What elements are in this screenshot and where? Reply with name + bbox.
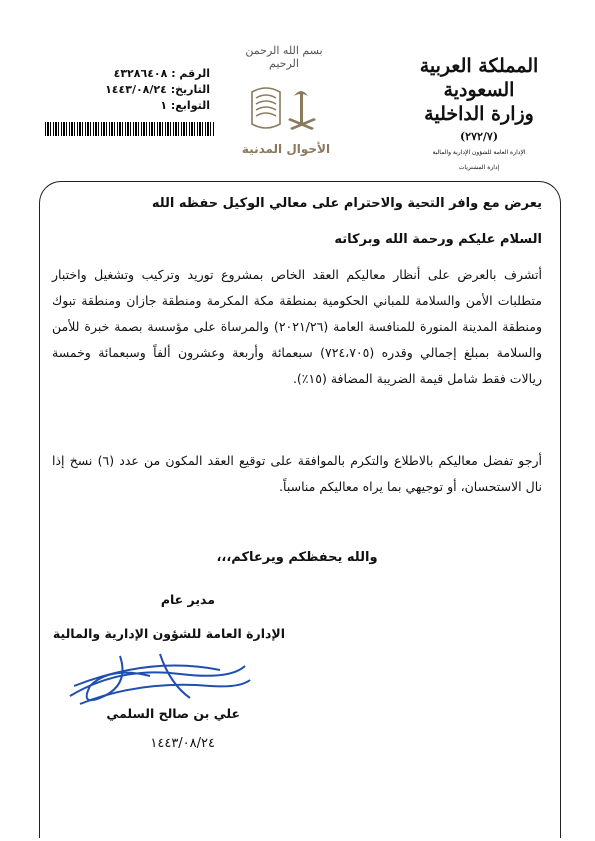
- body-paragraph-1: أتشرف بالعرض على أنظار معاليكم العقد الخاص بمشروع توريد وتركيب وتشغيل واختبار متطلبات الأمن والسلامة للمباني الحكومية بمنطقة مكة المكرمة ومنطقة جازان ومنطقة تبوك ومنطقة المدينة المنورة للمنافسة العامة (٢٠٢١/٢٦) والمرساة على مؤسسة بصمة خبرة للأمن والسلامة بمبلغ إجمالي وقدره (٧٢٤،٧٠٥) سبعمائة وأربعة وعشرون ألفاً وسبعمائة وخمسة ريالات فقط شامل قيمة الضريبة المضافة (١٥٪).: [52, 267, 542, 386]
- signer-department: الإدارة العامة للشؤون الإدارية والمالية: [52, 626, 285, 641]
- signer-title: مدير عام: [160, 592, 215, 607]
- kingdom-name: المملكة العربية السعودية: [419, 55, 539, 101]
- civil-affairs-name: الأحوال المدنية: [241, 142, 331, 156]
- barcode: [45, 122, 215, 136]
- ministry-header: [399, 54, 559, 171]
- signature-icon: [60, 636, 260, 716]
- signature-date: ١٤٤٣/٠٨/٢٤: [150, 736, 215, 751]
- attachments-count: التوابع: ١: [160, 99, 210, 112]
- ministry-subdepartment: إدارة المشتريات: [458, 164, 500, 171]
- closing-line: والله يحفظكم ويرعاكم،،،: [216, 550, 378, 565]
- civil-affairs-logo-icon: [246, 82, 330, 142]
- ministry-department: الإدارة العامة للشؤون الإدارية والمالية: [432, 149, 526, 156]
- letter-date: التاريخ: ١٤٤٣/٠٨/٢٤: [105, 83, 210, 96]
- salam-line: السلام عليكم ورحمة الله وبركاته: [334, 232, 542, 247]
- reference-number: الرقم : ٤٣٢٨٦٤٠٨: [113, 67, 210, 80]
- ministry-name: وزارة الداخلية: [424, 103, 534, 125]
- basmala: بسم الله الرحمن الرحيم: [245, 44, 323, 70]
- ministry-number: (٢٧٢/٧): [459, 130, 499, 143]
- body-paragraph-2: أرجو تفضل معاليكم بالاطلاع والتكرم بالموافقة على توقيع العقد المكون من عدد (٦) نسخ إذا نال الاستحسان، أو توجيهي بما يراه معاليكم مناسباً.: [52, 453, 542, 494]
- reference-block: [90, 66, 210, 114]
- signer-name: علي بن صالح السلمي: [106, 706, 240, 721]
- greeting-line: يعرض مع وافر التحية والاحترام على معالي الوكيل حفظه الله: [151, 196, 542, 211]
